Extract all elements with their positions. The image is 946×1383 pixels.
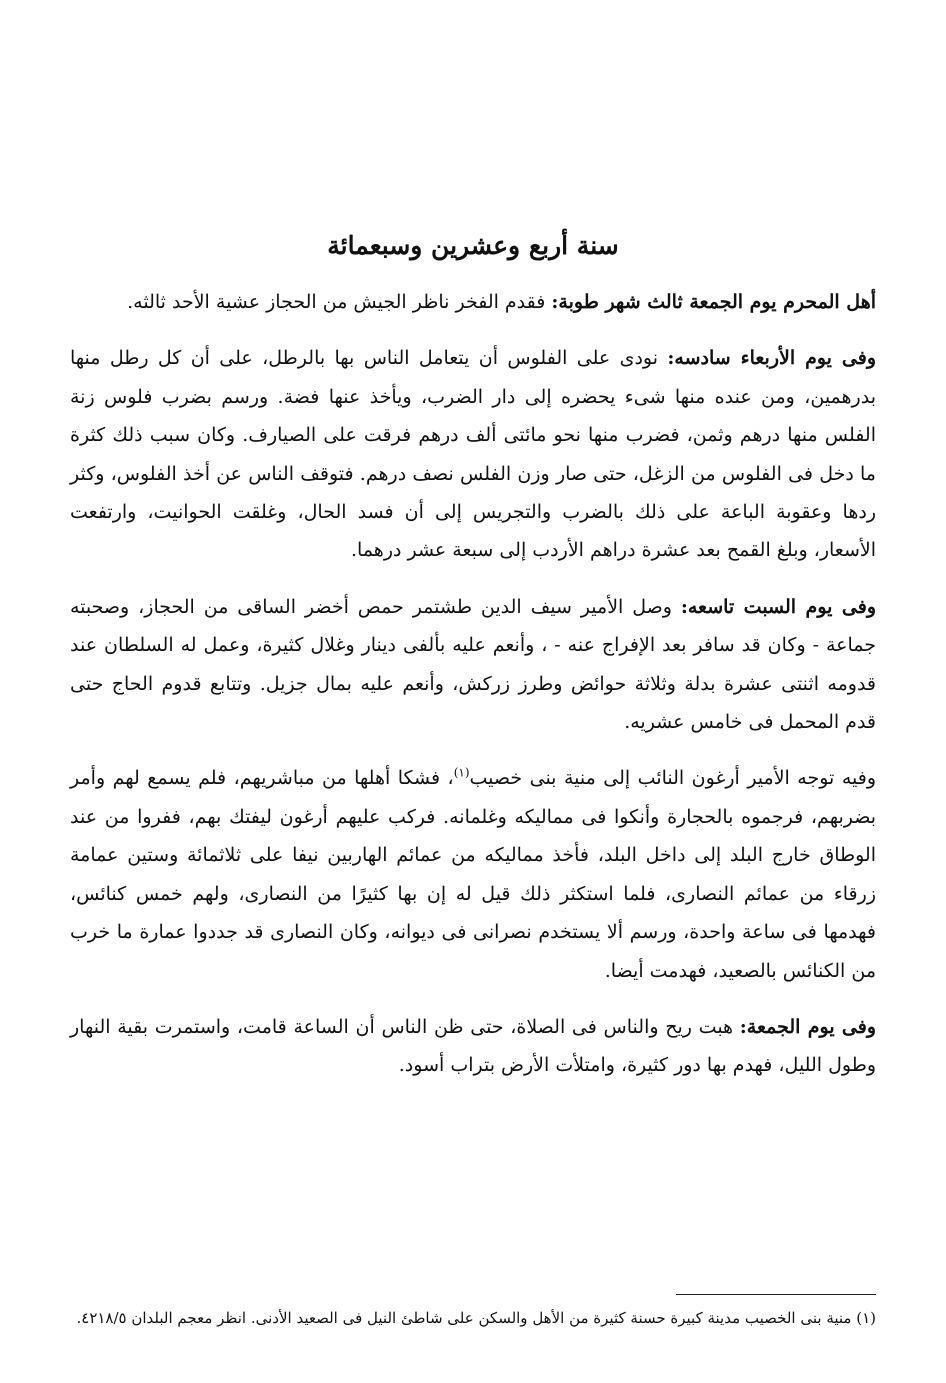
body-text xyxy=(70,283,876,1103)
paragraph-5-lead: وفى يوم الجمعة: xyxy=(739,1015,876,1038)
paragraph-3-text: وصل الأمير سيف الدين طشتمر حمص أخضر الساقى من الحجاز، وصحبته جماعة - وكان قد سافر بعد الإفراج عنه - ، وأنعم عليه بألفى دينار وغلال كثيرة، وعمل له السلطان عند قدومه اثنتى عشرة بدلة وثلاثة حوائض وطرز زركش، وأنعم عليه بمال جزيل. وتتابع قدوم الحاج حتى قدم المحمل فى خامس عشريه. xyxy=(70,595,876,734)
page-title: سنة أربع وعشرين وسبعمائة xyxy=(327,231,619,260)
paragraph-1 xyxy=(70,283,876,321)
paragraph-5 xyxy=(70,1008,876,1085)
paragraph-4-text: ، فشكا أهلها من مباشريهم، فلم يسمع لهم وأمر بضربهم، فرجموه بالحجارة وأنكوا فى مماليكه وغلمانه. فركب عليهم أرغون ليفتك بهم، ففروا من عند الوطاق خارج البلد إلى داخل البلد، فأخذ مماليكه من عمائم الهاربين نيفا على ثلاثمائة وستين عمامة زرقاء من عمائم النصارى، فلما استكثر ذلك قيل له إن بها كثيرًا من النصارى، ولهم خمس كنائس، فهدمها فى ساعة واحدة، ورسم ألا يستخدم نصرانى فى ديوانه، وكان النصارى قد جددوا عمارة ما خرب من الكنائس بالصعيد، فهدمت أيضا. xyxy=(70,767,876,982)
footnote: (١) منية بنى الخصيب مدينة كبيرة حسنة كثيرة من الأهل والسكن على شاطئ النيل فى الصعيد الأدنى. انظر معجم البلدان ٤٢١٨/٥. xyxy=(76,1309,876,1327)
paragraph-2-text: نودى على الفلوس أن يتعامل الناس بها بالرطل، على أن كل رطل منها بدرهمين، ومن عنده منها شىء يحضره إلى دار الضرب، ويأخذ عنها فضة. ورسم بضرب فلوس زنة الفلس منها درهم وثمن، فضرب منها نحو مائتى ألف درهم فرقت على الصيارف. وكان سبب ذلك كثرة ما دخل فى الفلوس من الزغل، حتى صار وزن الفلس نصف درهم. فتوقف الناس عن أخذ الفلوس، وكثر ردها وعقوبة الباعة على ذلك بالضرب والتجريس إلى أن فسد الحال، وغلقت الحوانيت، وارتفعت الأسعار، وبلغ القمح بعد عشرة دراهم الأردب إلى سبعة عشر درهما. xyxy=(70,347,876,562)
paragraph-1-lead: أهل المحرم يوم الجمعة ثالث شهر طوبة: xyxy=(551,291,876,313)
paragraph-4-text-before-note: وفيه توجه الأمير أرغون النائب إلى منية بنى خصيب xyxy=(469,767,877,790)
paragraph-3-lead: وفى يوم السبت تاسعه: xyxy=(680,595,876,618)
paragraph-4 xyxy=(70,759,876,989)
paragraph-2 xyxy=(70,339,876,569)
paragraph-3 xyxy=(70,588,876,742)
footnote-reference[interactable]: (١) xyxy=(453,766,470,781)
book-page xyxy=(70,0,876,1383)
paragraph-2-lead: وفى يوم الأربعاء سادسه: xyxy=(667,347,876,370)
paragraph-1-text: فقدم الفخر ناظر الجيش من الحجاز عشية الأحد ثالثه. xyxy=(127,291,552,313)
paragraph-5-text: هبت ريح والناس فى الصلاة، حتى ظن الناس أن الساعة قامت، واستمرت بقية النهار وطول الليل، فهدم بها دور كثيرة، وامتلأت الأرض بتراب أسود. xyxy=(70,1015,876,1077)
footnote-divider xyxy=(676,1294,876,1295)
